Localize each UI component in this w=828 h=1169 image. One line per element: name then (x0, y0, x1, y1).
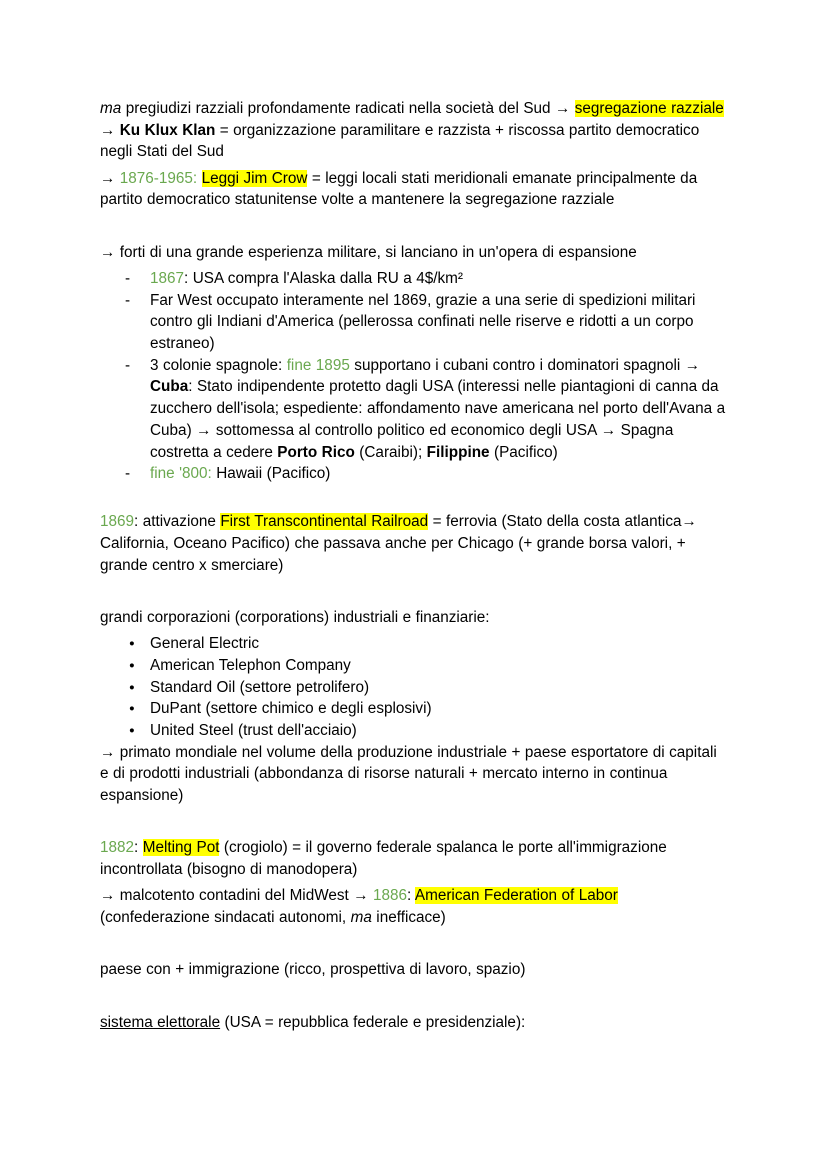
text-run: : Stato indipendente protetto dagli USA (interessi nelle piantagioni di canna da zucchero dell'isola; espediente: affondamento nave americana nel porto dell'Avana a Cuba) → sottomessa al controllo politico ed economico degli USA → Spagna costretta a cedere (150, 378, 730, 461)
text-run: 1882 (100, 839, 135, 857)
list-item (100, 677, 728, 699)
text-run: → malcotento contadini del MidWest → (100, 887, 373, 905)
text-run: DuPant (settore chimico e degli esplosivi) (150, 700, 432, 718)
text-run: 1869 (100, 513, 135, 531)
text-run: (USA = repubblica federale e presidenziale): (220, 1013, 526, 1031)
list-item (100, 463, 728, 485)
paragraph (100, 885, 728, 928)
text-run: = leggi locali stati meridionali emanate principalmente da partito democratico statunitense volte a mantenere la segregazione razziale (100, 169, 702, 209)
bullet-marker: ● (129, 724, 135, 736)
paragraph (100, 168, 728, 211)
text-run: Leggi Jim Crow (201, 169, 308, 187)
text-run: : (407, 887, 415, 905)
text-run: Standard Oil (settore petrolifero) (150, 678, 370, 696)
paragraph (100, 98, 728, 163)
list-item (100, 655, 728, 677)
bullet-marker: ● (129, 659, 135, 671)
text-run: 1876-1965: (119, 169, 198, 187)
paragraph (100, 959, 728, 981)
text-run: fine '800: (150, 465, 212, 483)
text-run: paese con + immigrazione (ricco, prospettiva di lavoro, spazio) (100, 961, 526, 979)
dash-marker: - (125, 356, 131, 374)
blank-line (100, 811, 728, 833)
text-run: Cuba (150, 378, 189, 396)
text-run: = organizzazione paramilitare e razzista + riscossa partito democratico negli Stati del Sud (100, 121, 704, 161)
text-run: → primato mondiale nel volume della produzione industriale + paese esportatore di capitali e di prodotti industriali (abbondanza di risorse naturali + mercato interno in continua espansione) (100, 743, 722, 805)
text-run: American Federation of Labor (414, 887, 618, 905)
text-run (197, 170, 201, 187)
text-run: Filippine (426, 443, 490, 461)
text-run: American Telephon Company (150, 656, 351, 674)
text-run: : USA compra l'Alaska dalla RU a 4$/km² (184, 269, 463, 287)
text-run: inefficace) (371, 909, 446, 927)
paragraph (100, 607, 728, 629)
text-run: : attivazione (134, 513, 221, 531)
paragraph (100, 511, 728, 576)
text-run: Far West occupato interamente nel 1869, grazie a una serie di spedizioni militari contro gli Indiani d'America (pellerossa confinati nelle riserve e ridotti a un corpo estraneo) (150, 291, 700, 353)
text-run: → (100, 100, 729, 139)
text-run: First Transcontinental Railroad (220, 513, 429, 531)
bullet-marker: ● (129, 703, 135, 715)
text-run: supportano i cubani contro i dominatori spagnoli → (349, 356, 705, 374)
text-run: 1867 (150, 269, 185, 287)
text-run: pregiudizi razziali profondamente radicati nella società del Sud → (121, 100, 575, 117)
text-run: segregazione razziale (574, 100, 724, 117)
paragraph (100, 1012, 728, 1034)
blank-line (100, 986, 728, 1008)
list-item (100, 633, 728, 655)
text-run: Melting Pot (142, 839, 220, 857)
list-item (100, 698, 728, 720)
text-run: → (100, 169, 120, 187)
list-item (100, 720, 728, 742)
bullet-marker: ● (129, 638, 135, 650)
paragraph (100, 837, 728, 880)
text-run: → forti di una grande esperienza militare, si lanciano in un'opera di espansione (100, 243, 637, 261)
blank-line (100, 581, 728, 603)
bullet-marker: ● (129, 681, 135, 693)
document-content (100, 98, 728, 1034)
text-run: fine 1895 (286, 356, 350, 374)
text-run: (Caraibi); (354, 443, 427, 461)
text-run: United Steel (trust dell'acciaio) (150, 721, 357, 739)
blank-line (100, 485, 728, 507)
text-run: sistema elettorale (100, 1013, 221, 1031)
dash-marker: - (125, 291, 131, 309)
blank-line (100, 216, 728, 238)
text-run: : (134, 839, 143, 857)
text-run: 1886 (372, 887, 408, 905)
dash-marker: - (125, 269, 131, 287)
text-run: ma (100, 100, 122, 117)
dash-marker: - (125, 465, 131, 483)
text-run: Porto Rico (277, 443, 355, 461)
paragraph (100, 742, 728, 807)
list-item (100, 355, 728, 464)
text-run: (confederazione sindacati autonomi, (100, 887, 623, 927)
blank-line (100, 933, 728, 955)
text-run: ma (350, 909, 372, 927)
text-run: Ku Klux Klan (119, 121, 216, 139)
text-run: grandi corporazioni (corporations) industriali e finanziarie: (100, 608, 490, 626)
list-item (100, 290, 728, 355)
list-item (100, 268, 728, 290)
paragraph (100, 242, 728, 264)
text-run: General Electric (150, 635, 260, 653)
text-run: (crogiolo) = il governo federale spalanca le porte all'immigrazione incontrollata (bisogno di manodopera) (100, 839, 672, 879)
text-run: 3 colonie spagnole: (150, 356, 287, 374)
text-run: = ferrovia (Stato della costa atlantica→ California, Oceano Pacifico) che passava anche per Chicago (+ grande borsa valori, + grande centro x smerciare) (100, 513, 702, 574)
text-run: (Pacifico) (489, 443, 558, 461)
text-run: Hawaii (Pacifico) (211, 465, 331, 483)
